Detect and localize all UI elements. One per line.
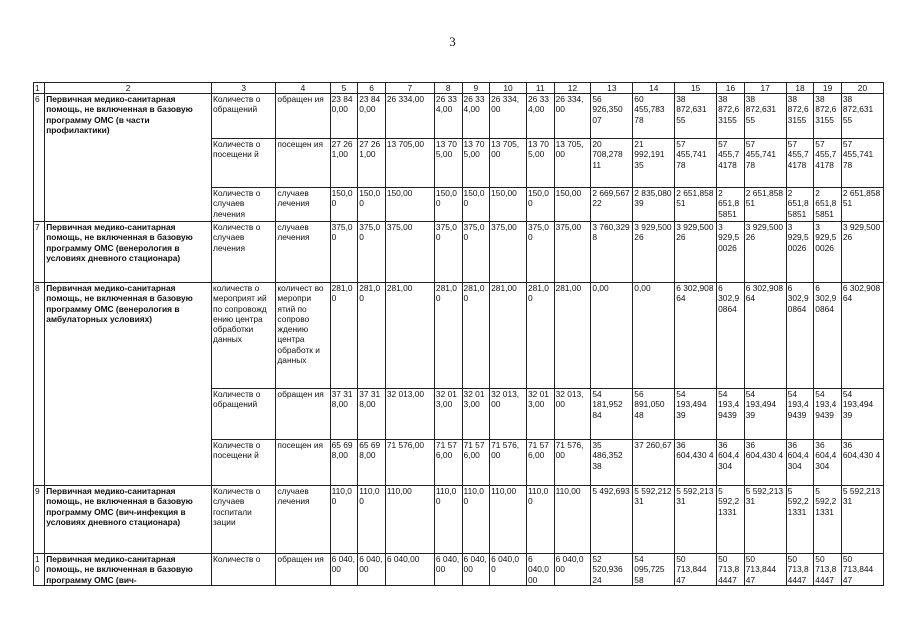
value-cell: 5 592,212 31 bbox=[633, 486, 675, 554]
value-cell: 37 31 8,00 bbox=[358, 389, 386, 440]
value-cell: 26 334,00 bbox=[385, 94, 434, 139]
value-cell: 150,00 bbox=[385, 188, 434, 222]
value-cell: 26 33 4,00 bbox=[434, 94, 462, 139]
value-cell: 60 455,783 78 bbox=[633, 94, 675, 139]
value-cell: 150,0 0 bbox=[330, 188, 358, 222]
value-cell: 50 713,8 4447 bbox=[786, 554, 814, 586]
value-cell: 5 592,213 31 bbox=[744, 486, 786, 554]
column-header: 17 bbox=[744, 83, 786, 94]
service-name: Первичная медико-санитарная помощь, не включенная в базовую программу ОМС (вич-инфекция в условиях дневного стационара) bbox=[45, 486, 212, 554]
value-cell: 36 604,4 304 bbox=[814, 440, 842, 486]
value-cell: 6 302,9 0864 bbox=[814, 283, 842, 389]
value-cell: 54 193,494 39 bbox=[744, 389, 786, 440]
service-name: Первичная медико-санитарная помощь, не включенная в базовую программу ОМС (вич- bbox=[45, 554, 212, 586]
value-cell: 110,00 bbox=[554, 486, 591, 554]
unit-cell: случаев лечения bbox=[276, 222, 330, 283]
column-header: 13 bbox=[591, 83, 633, 94]
unit-cell: обращен ия bbox=[276, 554, 330, 586]
value-cell: 5 592,2 1331 bbox=[717, 486, 745, 554]
value-cell: 3 929,5 0026 bbox=[786, 222, 814, 283]
value-cell: 6 040,0 00 bbox=[554, 554, 591, 586]
value-cell: 3 929,500 26 bbox=[633, 222, 675, 283]
column-header: 6 bbox=[358, 83, 386, 94]
table-row bbox=[34, 554, 884, 586]
value-cell: 6 040, 00 bbox=[462, 554, 490, 586]
value-cell: 32 01 3,00 bbox=[526, 389, 554, 440]
value-cell: 36 604,430 4 bbox=[744, 440, 786, 486]
value-cell: 32 013, 00 bbox=[490, 389, 527, 440]
value-cell: 281,00 bbox=[490, 283, 527, 389]
unit-cell: посещен ия bbox=[276, 440, 330, 486]
value-cell: 26 33 4,00 bbox=[462, 94, 490, 139]
column-header: 4 bbox=[276, 83, 330, 94]
service-name: Первичная медико-санитарная помощь, не включенная в базовую программу ОМС (венерология в условиях дневного стационара) bbox=[45, 222, 212, 283]
value-cell: 57 455,741 78 bbox=[841, 139, 883, 188]
value-cell: 2 651,858 51 bbox=[744, 188, 786, 222]
value-cell: 281,0 0 bbox=[330, 283, 358, 389]
value-cell: 5 592,2 1331 bbox=[814, 486, 842, 554]
value-cell: 56 926,350 07 bbox=[591, 94, 633, 139]
value-cell: 27 26 1,00 bbox=[358, 139, 386, 188]
value-cell: 6 040,00 bbox=[385, 554, 434, 586]
value-cell: 32 013,00 bbox=[385, 389, 434, 440]
value-cell: 50 713,844 47 bbox=[675, 554, 717, 586]
value-cell: 71 576, 00 bbox=[554, 440, 591, 486]
table-row bbox=[34, 222, 884, 283]
value-cell: 71 57 6,00 bbox=[526, 440, 554, 486]
value-cell: 3 929,5 0026 bbox=[814, 222, 842, 283]
value-cell: 0,00 bbox=[591, 283, 633, 389]
unit-cell: посещен ия bbox=[276, 139, 330, 188]
value-cell: 5 592,2 1331 bbox=[786, 486, 814, 554]
value-cell: 38 872,6 3155 bbox=[786, 94, 814, 139]
column-header: 18 bbox=[786, 83, 814, 94]
value-cell: 281,00 bbox=[554, 283, 591, 389]
unit-cell: обращен ия bbox=[276, 389, 330, 440]
value-cell: 54 193,494 39 bbox=[675, 389, 717, 440]
value-cell: 13 70 5,00 bbox=[526, 139, 554, 188]
service-name: Первичная медико-санитарная помощь, не включенная в базовую программу ОМС (в части профилактики) bbox=[45, 94, 212, 222]
value-cell: 26 334, 00 bbox=[490, 94, 527, 139]
value-cell: 3 929,5 0026 bbox=[717, 222, 745, 283]
value-cell: 6 040, 00 bbox=[358, 554, 386, 586]
value-cell: 32 01 3,00 bbox=[462, 389, 490, 440]
column-header: 12 bbox=[554, 83, 591, 94]
value-cell: 57 455,741 78 bbox=[744, 139, 786, 188]
column-header: 11 bbox=[526, 83, 554, 94]
value-cell: 54 095,725 58 bbox=[633, 554, 675, 586]
value-cell: 281,0 0 bbox=[462, 283, 490, 389]
value-cell: 36 604,4 304 bbox=[717, 440, 745, 486]
value-cell: 0,00 bbox=[633, 283, 675, 389]
value-cell: 110,0 0 bbox=[330, 486, 358, 554]
value-cell: 375,0 0 bbox=[434, 222, 462, 283]
value-cell: 375,00 bbox=[490, 222, 527, 283]
value-cell: 13 70 5,00 bbox=[462, 139, 490, 188]
table-row bbox=[34, 283, 884, 389]
value-cell: 375,00 bbox=[554, 222, 591, 283]
value-cell: 110,0 0 bbox=[358, 486, 386, 554]
value-cell: 2 651,858 51 bbox=[841, 188, 883, 222]
value-cell: 20 708,278 11 bbox=[591, 139, 633, 188]
value-cell: 3 929,500 26 bbox=[841, 222, 883, 283]
value-cell: 110,00 bbox=[385, 486, 434, 554]
indicator-cell: Количеств о bbox=[211, 554, 275, 586]
value-cell: 375,00 bbox=[385, 222, 434, 283]
value-cell: 6 040, 00 bbox=[434, 554, 462, 586]
value-cell: 54 193,4 9439 bbox=[814, 389, 842, 440]
value-cell: 110,00 bbox=[490, 486, 527, 554]
value-cell: 71 57 6,00 bbox=[434, 440, 462, 486]
value-cell: 65 69 8,00 bbox=[358, 440, 386, 486]
value-cell: 35 486,352 38 bbox=[591, 440, 633, 486]
value-cell: 54 193,494 39 bbox=[841, 389, 883, 440]
value-cell: 375,0 0 bbox=[526, 222, 554, 283]
value-cell: 13 705,00 bbox=[385, 139, 434, 188]
value-cell: 71 576, 00 bbox=[490, 440, 527, 486]
value-cell: 38 872,6 3155 bbox=[717, 94, 745, 139]
value-cell: 6 302,9 0864 bbox=[717, 283, 745, 389]
value-cell: 13 70 5,00 bbox=[434, 139, 462, 188]
column-header: 3 bbox=[211, 83, 275, 94]
value-cell: 21 992,191 35 bbox=[633, 139, 675, 188]
indicator-cell: Количеств о посещени й bbox=[211, 139, 275, 188]
value-cell: 26 33 4,00 bbox=[526, 94, 554, 139]
column-header: 15 bbox=[675, 83, 717, 94]
unit-cell: количест во меропри ятий по сопрово ждению центра обработк и данных bbox=[276, 283, 330, 389]
value-cell: 6 040,0 00 bbox=[526, 554, 554, 586]
row-number: 8 bbox=[34, 283, 45, 486]
value-cell: 27 26 1,00 bbox=[330, 139, 358, 188]
value-cell: 65 69 8,00 bbox=[330, 440, 358, 486]
value-cell: 150,00 bbox=[490, 188, 527, 222]
value-cell: 13 705, 00 bbox=[490, 139, 527, 188]
value-cell: 57 455,7 4178 bbox=[814, 139, 842, 188]
value-cell: 110,0 0 bbox=[462, 486, 490, 554]
value-cell: 6 040, 00 bbox=[330, 554, 358, 586]
value-cell: 26 334, 00 bbox=[554, 94, 591, 139]
table-row bbox=[34, 486, 884, 554]
value-cell: 375,0 0 bbox=[462, 222, 490, 283]
value-cell: 50 713,8 4447 bbox=[814, 554, 842, 586]
value-cell: 36 604,430 4 bbox=[841, 440, 883, 486]
column-header: 16 bbox=[717, 83, 745, 94]
value-cell: 50 713,844 47 bbox=[744, 554, 786, 586]
unit-cell: случаев лечения bbox=[276, 486, 330, 554]
value-cell: 54 181,952 84 bbox=[591, 389, 633, 440]
value-cell: 36 604,4 304 bbox=[786, 440, 814, 486]
page-number: 3 bbox=[449, 34, 456, 49]
value-cell: 57 455,741 78 bbox=[675, 139, 717, 188]
value-cell: 54 193,4 9439 bbox=[717, 389, 745, 440]
value-cell: 57 455,7 4178 bbox=[786, 139, 814, 188]
value-cell: 281,00 bbox=[385, 283, 434, 389]
column-header: 9 bbox=[462, 83, 490, 94]
value-cell: 375,0 0 bbox=[358, 222, 386, 283]
value-cell: 50 713,844 47 bbox=[841, 554, 883, 586]
value-cell: 6 040,0 0 bbox=[490, 554, 527, 586]
value-cell: 52 520,936 24 bbox=[591, 554, 633, 586]
data-table bbox=[33, 82, 884, 586]
column-header: 5 bbox=[330, 83, 358, 94]
row-number: 7 bbox=[34, 222, 45, 283]
column-header: 10 bbox=[490, 83, 527, 94]
value-cell: 150,0 0 bbox=[462, 188, 490, 222]
value-cell: 2 651,8 5851 bbox=[786, 188, 814, 222]
value-cell: 71 57 6,00 bbox=[462, 440, 490, 486]
value-cell: 3 760,329 8 bbox=[591, 222, 633, 283]
value-cell: 150,0 0 bbox=[526, 188, 554, 222]
indicator-cell: Количеств о обращений bbox=[211, 94, 275, 139]
value-cell: 5 592,213 31 bbox=[841, 486, 883, 554]
value-cell: 2 651,858 51 bbox=[675, 188, 717, 222]
indicator-cell: количеств о мероприят ий по сопровожд ению центра обработки данных bbox=[211, 283, 275, 389]
value-cell: 150,0 0 bbox=[434, 188, 462, 222]
indicator-cell: Количеств о случаев лечения bbox=[211, 222, 275, 283]
value-cell: 2 651,8 5851 bbox=[717, 188, 745, 222]
value-cell: 23 84 0,00 bbox=[358, 94, 386, 139]
table-row bbox=[34, 94, 884, 139]
value-cell: 5 592,213 31 bbox=[675, 486, 717, 554]
value-cell: 281,0 0 bbox=[434, 283, 462, 389]
value-cell: 38 872,6 3155 bbox=[814, 94, 842, 139]
indicator-cell: Количеств о случаев госпитали зации bbox=[211, 486, 275, 554]
unit-cell: обращен ия bbox=[276, 94, 330, 139]
value-cell: 32 013, 00 bbox=[554, 389, 591, 440]
value-cell: 56 891,050 48 bbox=[633, 389, 675, 440]
value-cell: 37 31 8,00 bbox=[330, 389, 358, 440]
column-header: 1 bbox=[34, 83, 45, 94]
value-cell: 32 01 3,00 bbox=[434, 389, 462, 440]
value-cell: 3 929,500 26 bbox=[744, 222, 786, 283]
value-cell: 6 302,9 0864 bbox=[786, 283, 814, 389]
column-header: 8 bbox=[434, 83, 462, 94]
value-cell: 23 84 0,00 bbox=[330, 94, 358, 139]
column-header: 7 bbox=[385, 83, 434, 94]
value-cell: 57 455,7 4178 bbox=[717, 139, 745, 188]
value-cell: 2 669,567 22 bbox=[591, 188, 633, 222]
value-cell: 36 604,430 4 bbox=[675, 440, 717, 486]
value-cell: 38 872,631 55 bbox=[744, 94, 786, 139]
value-cell: 281,0 0 bbox=[358, 283, 386, 389]
value-cell: 110,0 0 bbox=[434, 486, 462, 554]
value-cell: 6 302,908 64 bbox=[841, 283, 883, 389]
value-cell: 5 492,693 bbox=[591, 486, 633, 554]
unit-cell: случаев лечения bbox=[276, 188, 330, 222]
column-header: 14 bbox=[633, 83, 675, 94]
column-header: 2 bbox=[45, 83, 212, 94]
value-cell: 13 705, 00 bbox=[554, 139, 591, 188]
value-cell: 2 835,080 39 bbox=[633, 188, 675, 222]
indicator-cell: Количеств о обращений bbox=[211, 389, 275, 440]
value-cell: 2 651,8 5851 bbox=[814, 188, 842, 222]
value-cell: 50 713,8 4447 bbox=[717, 554, 745, 586]
table-header bbox=[34, 83, 884, 94]
row-number: 9 bbox=[34, 486, 45, 554]
service-name: Первичная медико-санитарная помощь, не включенная в базовую программу ОМС (венерология в амбулаторных условиях) bbox=[45, 283, 212, 486]
indicator-cell: Количеств о случаев лечения bbox=[211, 188, 275, 222]
column-header: 20 bbox=[841, 83, 883, 94]
value-cell: 110,0 0 bbox=[526, 486, 554, 554]
row-number: 6 bbox=[34, 94, 45, 222]
value-cell: 37 260,67 bbox=[633, 440, 675, 486]
value-cell: 6 302,908 64 bbox=[744, 283, 786, 389]
indicator-cell: Количеств о посещени й bbox=[211, 440, 275, 486]
value-cell: 150,00 bbox=[554, 188, 591, 222]
value-cell: 3 929,500 26 bbox=[675, 222, 717, 283]
value-cell: 71 576,00 bbox=[385, 440, 434, 486]
column-header: 19 bbox=[814, 83, 842, 94]
value-cell: 150,0 0 bbox=[358, 188, 386, 222]
value-cell: 281,0 0 bbox=[526, 283, 554, 389]
value-cell: 375,0 0 bbox=[330, 222, 358, 283]
value-cell: 6 302,908 64 bbox=[675, 283, 717, 389]
value-cell: 38 872,631 55 bbox=[675, 94, 717, 139]
value-cell: 54 193,4 9439 bbox=[786, 389, 814, 440]
row-number: 10 bbox=[34, 554, 45, 586]
value-cell: 38 872,631 55 bbox=[841, 94, 883, 139]
